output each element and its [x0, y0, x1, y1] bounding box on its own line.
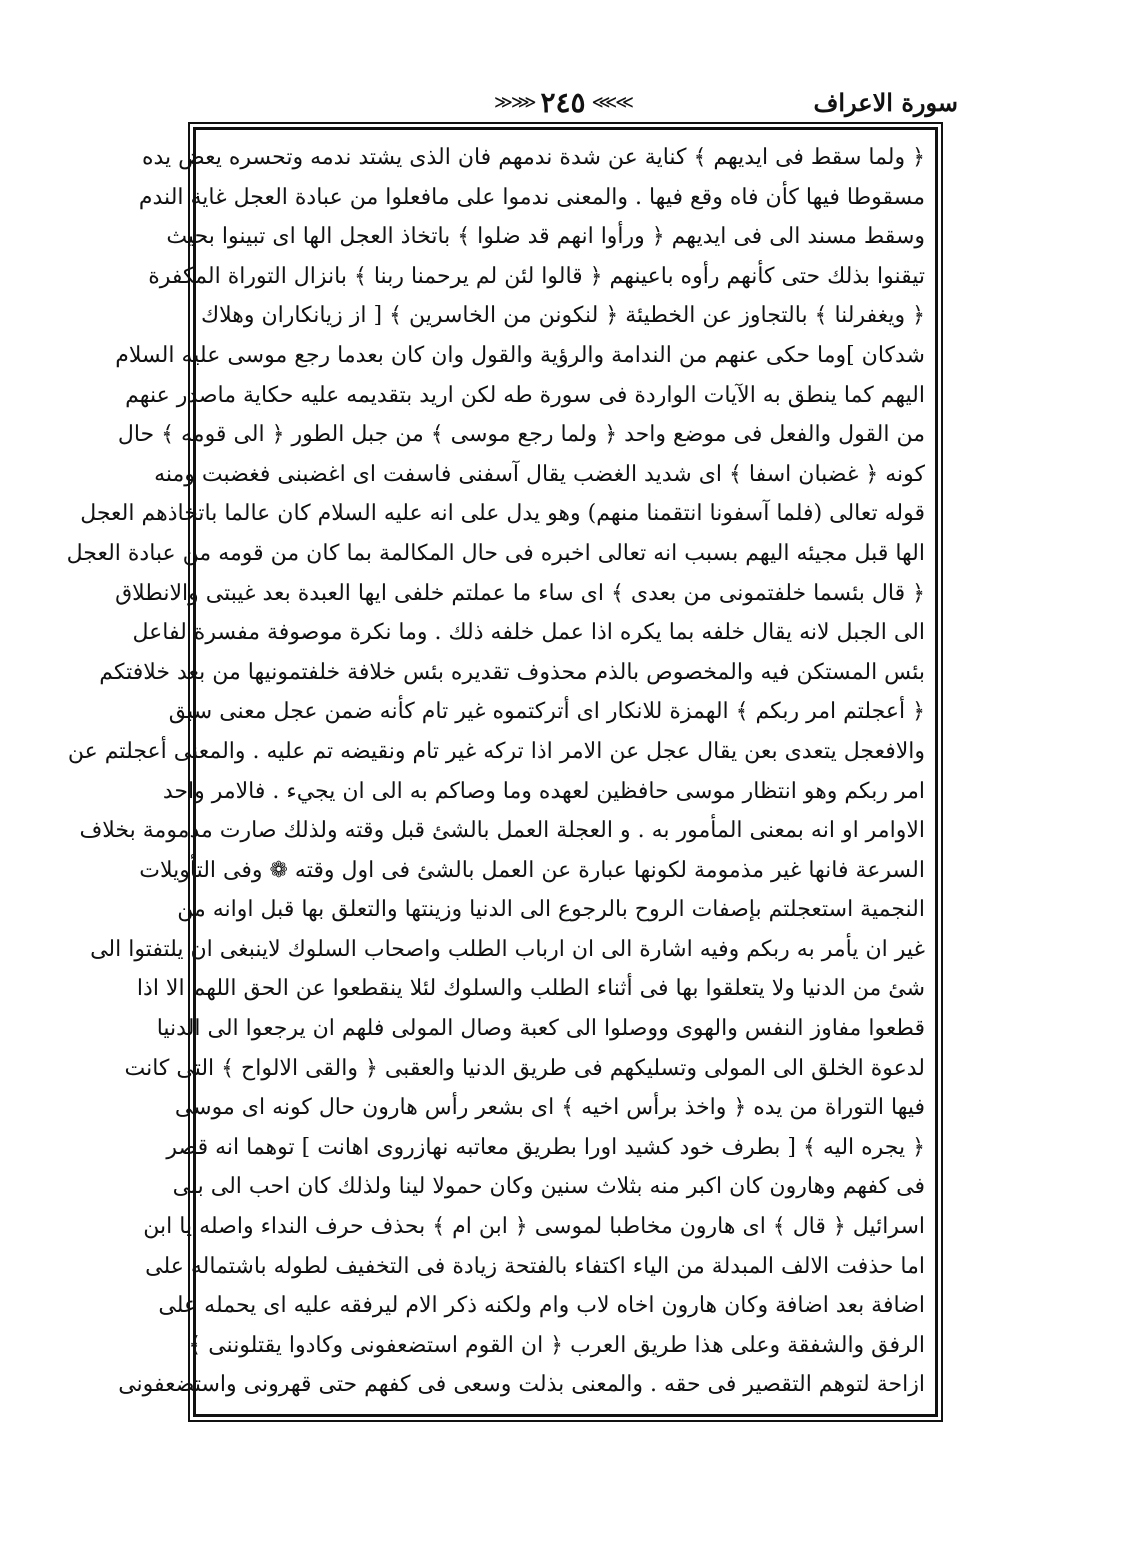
text-line: الاوامر او انه بمعنى المأمور به . و العجلة العمل بالشئ قبل وقته ولذلك صارت مذمومة بخلاف: [79, 818, 925, 844]
text-line: الها قبل مجيئه اليهم بسبب انه تعالى اخبره فى حال المكالمة بما كان من قومه من عبادة العجل: [66, 540, 925, 566]
text-line: اضافة بعد اضافة وكان هارون اخاه لاب وام ولكنه ذكر الام ليرفقه عليه اى يحمله على: [158, 1293, 925, 1319]
text-line: ﴿ ولما سقط فى ايديهم ﴾ كناية عن شدة ندمهم فان الذى يشتد ندمه وتحسره يعض يده: [141, 145, 925, 170]
text-line: فيها التوراة من يده ﴿ واخذ برأس اخيه ﴾ اى بشعر رأس هارون حال كونه اى موسى: [174, 1095, 925, 1121]
ornament-right-icon: ⋘≪: [591, 92, 633, 113]
text-line: ﴿ قال بئسما خلفتمونى من بعدى ﴾ اى ساء ما عملتم خلفى ايها العبدة بعد غيبتى والانطلاق: [115, 580, 925, 606]
text-line: والافعجل يتعدى بعن يقال عجل عن الامر اذا تركه غير تام ونقيضه تم عليه . والمعنى أعجلتم عن: [67, 738, 925, 764]
text-line: الى الجبل لانه يقال خلفه بما يكره اذا عمل خلفه ذلك . وما نكرة موصوفة مفسرة لفاعل: [132, 620, 925, 646]
page-header: [168, 86, 958, 126]
text-line: غير ان يأمر به ربكم وفيه اشارة الى ان ارباب الطلب واصحاب السلوك لاينبغى ان يلتفتوا الى: [90, 936, 925, 962]
text-line: من القول والفعل فى موضع واحد ﴿ ولما رجع موسى ﴾ من جبل الطور ﴿ الى قومه ﴾ حال: [117, 422, 925, 448]
text-line: قوله تعالى (فلما آسفونا انتقمنا منهم) وهو يدل على انه عليه السلام كان عالما باتخاذهم العجل: [80, 501, 925, 527]
text-line: النجمية استعجلتم بإصفات الروح بالرجوع الى الدنيا وزينتها والتعلق بها قبل اوانه من: [177, 897, 925, 923]
text-line: ﴿ ويغفرلنا ﴾ بالتجاوز عن الخطيئة ﴿ لنكونن من الخاسرين ﴾ [ از زيانكاران وهلاك: [200, 303, 925, 329]
text-line: شدكان ]وما حكى عنهم من الندامة والرؤية والقول وان كان بعدما رجع موسى عليه السلام: [115, 342, 925, 368]
text-line: كونه ﴿ غضبان اسفا ﴾ اى شديد الغضب يقال آسفنى فاسفت اى اغضبنى فغضبت ومنه: [154, 461, 925, 487]
page-number-group: [494, 86, 632, 119]
text-frame: [66, 127, 938, 1417]
text-line: لدعوة الخلق الى المولى وتسليكهم فى طريق الدنيا والعقبى ﴿ والقى الالواح ﴾ التى كانت: [124, 1055, 925, 1081]
text-line: بئس المستكن فيه والمخصوص بالذم محذوف تقديره بئس خلافة خلفتمونيها من بعد خلافتكم: [99, 659, 925, 685]
text-line: اليهم كما ينطق به الآيات الواردة فى سورة طه لكن اريد بتقديمه عليه حكاية ماصدر عنهم: [125, 382, 925, 408]
page-number: ٢٤٥: [540, 86, 586, 119]
text-line: قطعوا مفاوز النفس والهوى ووصلوا الى كعبة وصال المولى فلهم ان يرجعوا الى الدنيا: [156, 1016, 925, 1042]
text-line: وسقط مسند الى فى ايديهم ﴿ ورأوا انهم قد ضلوا ﴾ باتخاذ العجل الها اى تبينوا بحيث: [166, 224, 925, 250]
text-body: [66, 138, 925, 1406]
surah-title: سورة الاعراف: [813, 88, 958, 117]
text-line: ازاحة لتوهم التقصير فى حقه . والمعنى بذلت وسعى فى كفهم حتى قهرونى واستضعفونى: [118, 1372, 925, 1398]
text-line: مسقوطا فيها كأن فاه وقع فيها . والمعنى ندموا على مافعلوا من عبادة العجل غاية الندم: [138, 184, 925, 210]
text-line: ﴿ أعجلتم امر ربكم ﴾ الهمزة للانكار اى أتركتموه غير تام كأنه ضمن عجل معنى سبق: [168, 699, 925, 725]
ornament-left-icon: ≫⋙: [493, 92, 535, 113]
text-line: السرعة فانها غير مذمومة لكونها عبارة عن العمل بالشئ فى اول وقته ❁ وفى التأويلات: [139, 857, 925, 883]
text-line: شئ من الدنيا ولا يتعلقوا بها فى أثناء الطلب والسلوك لئلا ينقطعوا عن الحق اللهم الا اذا: [136, 976, 925, 1002]
text-line: فى كفهم وهارون كان اكبر منه بثلاث سنين وكان حمولا لينا ولذلك كان احب الى بنى: [172, 1174, 925, 1200]
text-line: اسرائيل ﴿ قال ﴾ اى هارون مخاطبا لموسى ﴿ ابن ام ﴾ بحذف حرف النداء واصله يا ابن: [143, 1214, 925, 1240]
text-line: ﴿ يجره اليه ﴾ [ بطرف خود كشيد اورا بطريق معاتبه نهازروى اهانت ] توهما انه قصر: [166, 1134, 925, 1160]
text-line: اما حذفت الالف المبدلة من الياء اكتفاء بالفتحة زيادة فى التخفيف لطوله باشتماله على: [145, 1253, 925, 1279]
text-line: امر ربكم وهو انتظار موسى حافظين لعهده وما وصاكم به الى ان يجيء . فالامر واحد: [162, 778, 925, 804]
text-line: الرفق والشفقة وعلى هذا طريق العرب ﴿ ان القوم استضعفونى وكادوا يقتلوننى ﴾: [188, 1332, 925, 1358]
text-line: تيقنوا بذلك حتى كأنهم رأوه باعينهم ﴿ قالوا لئن لم يرحمنا ربنا ﴾ بانزال التوراة المكفرة: [148, 263, 925, 289]
